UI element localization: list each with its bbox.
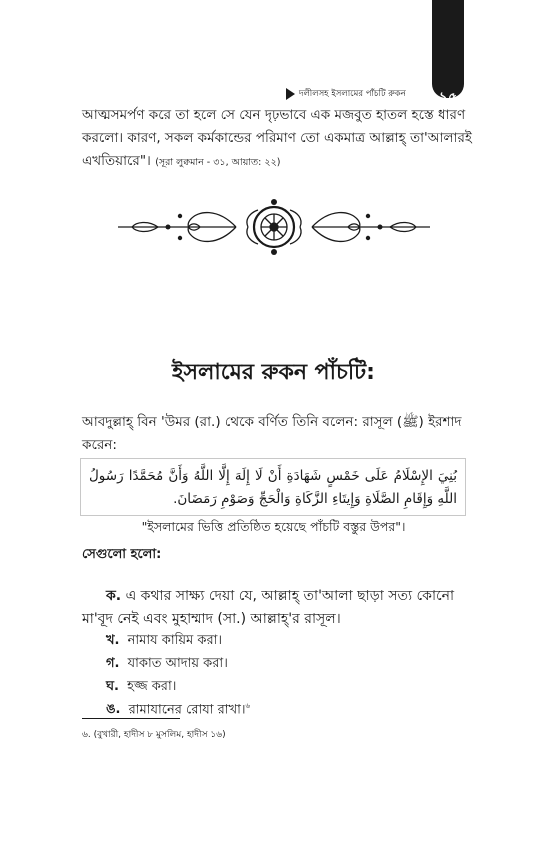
pillar-item-2 [106,631,222,652]
pillar-5-marker: ঙ. [106,702,121,718]
pillar-item-4 [106,677,176,698]
pillar-4-text: হজ্জ করা। [127,679,177,694]
hadith-arabic-box: بُنِيَ الإِسْلَامُ عَلَى خَمْسٍ شَهَادَةِ أَنْ لَا إِلَهَ إِلَّا اللَّهُ وَأَنَّ مُحَمَّدًا رَسُولُ اللَّهِ وَإِقَامِ الصَّلَاةِ وَإِيتَاءِ الزَّكَاةِ وَالْحَجِّ وَصَوْمِ رَمَضَانَ. [80,458,466,516]
quran-citation: (সূরা লুক্বমান - ৩১, আয়াত: ২২) [155,157,281,168]
footnote-reference: ৬ [245,702,251,710]
intro-line-1: আত্মসমর্পণ করে তা হলে সে যেন দৃঢ়ভাবে এক মজবুত হাতল হস্তে ধারণ [82,107,466,123]
intro-line-2: করলো। কারণ, সকল কর্মকান্ডের পরিমাণ তো একমাত্র আল্লাহ্ তা'আলারই [82,130,472,146]
intro-line-3-text: এখতিয়ারে"। [82,153,151,169]
intro-line-3 [82,150,472,174]
section-heading: ইসলামের রুকন পাঁচটি: [172,360,375,385]
narration-paragraph [82,411,472,457]
arrow-icon [286,88,295,100]
pillar-2-marker: খ. [106,633,120,648]
footnote: ৬. (বুখারী, হাদীস ৮ মুসলিম, হাদীস ১৬) [82,730,226,740]
hadith-translation: "ইসলামের ভিত্তি প্রতিষ্ঠিত হয়েছে পাঁচটি বস্তুর উপর"। [141,519,406,534]
running-header [286,87,406,101]
decorative-divider [118,196,430,258]
pillar-1-line-1 [82,585,472,608]
intro-paragraph [82,104,472,174]
list-subheading: সেগুলো হলো: [82,547,162,562]
narration-line-2: করেন: [82,437,117,453]
page-tab [432,0,464,98]
narration-line-1: আবদুল্লাহ্ বিন 'উমর (রা.) থেকে বর্ণিত তিনি বলেন: রাসূল (ﷺ) ইরশাদ [82,414,462,430]
footnote-rule [82,718,180,719]
pillar-3-marker: গ. [106,656,120,671]
pillar-5-text: রামাযানের রোযা রাখা। [128,702,246,718]
page-number: ১৫ [438,90,458,106]
running-title: দলীলসহ ইসলামের পাঁচটি রুকন [299,89,406,99]
pillar-item-1 [82,585,472,631]
pillar-item-3 [106,654,228,675]
pillar-1-text: এ কথার সাক্ষ্য দেয়া যে, আল্লাহ্ তা'আলা ছাড়া সত্য কোনো [125,588,455,604]
pillar-1-line-2: মা'বূদ নেই এবং মুহাম্মাদ (সা.) আল্লাহ্'র রাসূল। [82,611,341,627]
pillar-1-marker: ক. [106,588,122,604]
pillar-3-text: যাকাত আদায় করা। [127,656,228,671]
pillar-2-text: নামায কায়িম করা। [127,633,223,648]
pillar-4-marker: ঘ. [106,679,119,694]
